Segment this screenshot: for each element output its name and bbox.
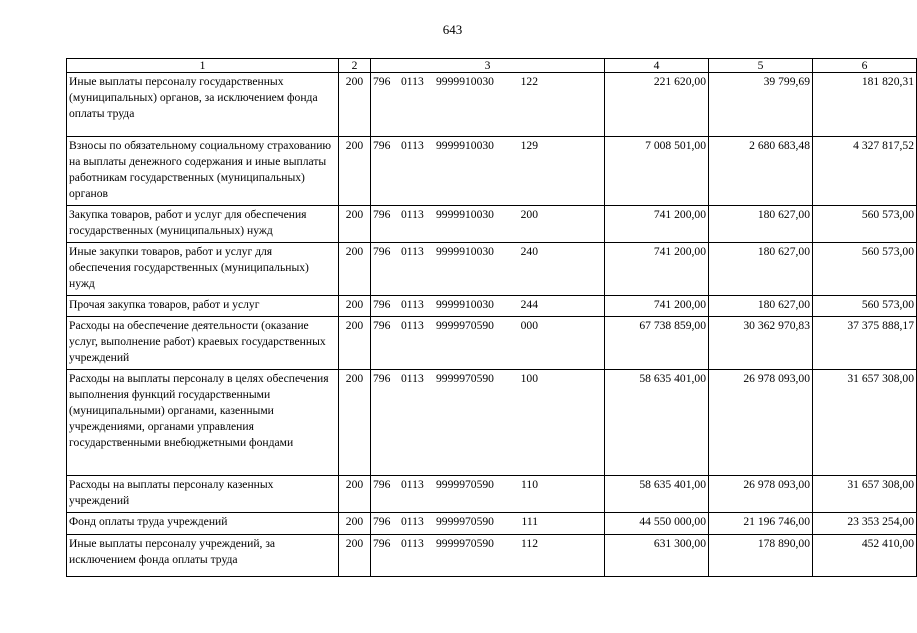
row-value-6: 37 375 888,17 bbox=[813, 317, 917, 370]
row-name: Фонд оплаты труда учреждений bbox=[67, 513, 339, 535]
row-value-5: 2 680 683,48 bbox=[709, 137, 813, 206]
table-row bbox=[67, 73, 917, 137]
table-row bbox=[67, 296, 917, 317]
row-code-vr: 796 bbox=[373, 515, 391, 528]
row-code-kvr: 111 bbox=[521, 515, 538, 528]
row-code-rz: 0113 bbox=[401, 208, 424, 221]
page-number: 643 bbox=[442, 22, 463, 37]
row-code-rz: 0113 bbox=[401, 478, 424, 491]
row-code-kvr: 129 bbox=[520, 139, 538, 152]
table-body bbox=[67, 59, 917, 577]
table-row bbox=[67, 476, 917, 513]
row-code-kvr: 240 bbox=[520, 245, 538, 258]
row-name: Расходы на выплаты персоналу казенных учреждений bbox=[67, 476, 339, 513]
row-code bbox=[371, 317, 605, 370]
row-code bbox=[371, 296, 605, 317]
row-code-rz: 0113 bbox=[401, 245, 424, 258]
row-name: Прочая закупка товаров, работ и услуг bbox=[67, 296, 339, 317]
header-col-4: 4 bbox=[605, 59, 709, 73]
row-code-rz: 0113 bbox=[401, 372, 424, 385]
header-col-3: 3 bbox=[371, 59, 605, 73]
row-value-6: 452 410,00 bbox=[813, 535, 917, 577]
row-code-cs: 9999970590 bbox=[436, 319, 494, 332]
row-col2: 200 bbox=[339, 206, 371, 243]
row-value-4: 58 635 401,00 bbox=[605, 370, 709, 476]
row-col2: 200 bbox=[339, 137, 371, 206]
row-value-5: 39 799,69 bbox=[709, 73, 813, 137]
row-code-rz: 0113 bbox=[401, 537, 424, 550]
row-code-rz: 0113 bbox=[401, 515, 424, 528]
row-code bbox=[371, 73, 605, 137]
row-code bbox=[371, 206, 605, 243]
row-code-kvr: 244 bbox=[520, 298, 538, 311]
row-name: Иные закупки товаров, работ и услуг для обеспечения государственных (муниципальных) нужд bbox=[67, 243, 339, 296]
row-code-vr: 796 bbox=[373, 372, 391, 385]
row-code-vr: 796 bbox=[373, 75, 391, 88]
row-value-4: 631 300,00 bbox=[605, 535, 709, 577]
row-code-kvr: 100 bbox=[520, 372, 538, 385]
row-value-6: 560 573,00 bbox=[813, 243, 917, 296]
row-value-5: 180 627,00 bbox=[709, 206, 813, 243]
row-name: Взносы по обязательному социальному страхованию на выплаты денежного содержания и иные выплаты работникам государственных (муниципальных) органов bbox=[67, 137, 339, 206]
row-value-5: 180 627,00 bbox=[709, 296, 813, 317]
row-value-4: 741 200,00 bbox=[605, 296, 709, 317]
row-value-6: 4 327 817,52 bbox=[813, 137, 917, 206]
row-value-5: 26 978 093,00 bbox=[709, 370, 813, 476]
row-code-cs: 9999970590 bbox=[436, 537, 494, 550]
row-col2: 200 bbox=[339, 535, 371, 577]
table-header-row bbox=[67, 59, 917, 73]
row-code-vr: 796 bbox=[373, 298, 391, 311]
row-code-vr: 796 bbox=[373, 139, 391, 152]
row-code-cs: 9999910030 bbox=[436, 208, 494, 221]
row-code-cs: 9999910030 bbox=[436, 139, 494, 152]
row-code-cs: 9999970590 bbox=[436, 372, 494, 385]
row-value-4: 741 200,00 bbox=[605, 206, 709, 243]
header-col-5: 5 bbox=[709, 59, 813, 73]
row-value-5: 178 890,00 bbox=[709, 535, 813, 577]
row-code-cs: 9999910030 bbox=[436, 245, 494, 258]
row-value-6: 23 353 254,00 bbox=[813, 513, 917, 535]
table-row bbox=[67, 317, 917, 370]
row-value-4: 221 620,00 bbox=[605, 73, 709, 137]
row-code-vr: 796 bbox=[373, 319, 391, 332]
budget-table bbox=[66, 58, 917, 577]
row-code-rz: 0113 bbox=[401, 298, 424, 311]
row-code-kvr: 112 bbox=[521, 537, 538, 550]
row-value-4: 44 550 000,00 bbox=[605, 513, 709, 535]
row-value-4: 67 738 859,00 bbox=[605, 317, 709, 370]
table-row bbox=[67, 206, 917, 243]
header-col-2: 2 bbox=[339, 59, 371, 73]
table-row bbox=[67, 370, 917, 476]
row-value-4: 7 008 501,00 bbox=[605, 137, 709, 206]
row-code bbox=[371, 535, 605, 577]
row-name: Иные выплаты персоналу учреждений, за исключением фонда оплаты труда bbox=[67, 535, 339, 577]
row-code bbox=[371, 137, 605, 206]
row-code-vr: 796 bbox=[373, 537, 391, 550]
row-code bbox=[371, 370, 605, 476]
row-value-6: 31 657 308,00 bbox=[813, 370, 917, 476]
row-value-6: 181 820,31 bbox=[813, 73, 917, 137]
row-value-6: 560 573,00 bbox=[813, 296, 917, 317]
row-code-cs: 9999970590 bbox=[436, 478, 494, 491]
table-row bbox=[67, 243, 917, 296]
row-code-cs: 9999970590 bbox=[436, 515, 494, 528]
row-value-5: 180 627,00 bbox=[709, 243, 813, 296]
header-col-6: 6 bbox=[813, 59, 917, 73]
table-row bbox=[67, 535, 917, 577]
row-name: Расходы на выплаты персоналу в целях обеспечения выполнения функций государственными (муниципальными) органами, казенными учреждениями, органами управления государственными внебюджетными фондами bbox=[67, 370, 339, 476]
row-col2: 200 bbox=[339, 296, 371, 317]
row-code-kvr: 122 bbox=[520, 75, 538, 88]
row-code-vr: 796 bbox=[373, 245, 391, 258]
row-code-vr: 796 bbox=[373, 478, 391, 491]
row-code-vr: 796 bbox=[373, 208, 391, 221]
row-col2: 200 bbox=[339, 317, 371, 370]
row-col2: 200 bbox=[339, 370, 371, 476]
row-value-4: 58 635 401,00 bbox=[605, 476, 709, 513]
row-value-4: 741 200,00 bbox=[605, 243, 709, 296]
row-code-kvr: 110 bbox=[521, 478, 538, 491]
row-col2: 200 bbox=[339, 513, 371, 535]
row-value-6: 31 657 308,00 bbox=[813, 476, 917, 513]
row-code-cs: 9999910030 bbox=[436, 298, 494, 311]
row-code-kvr: 000 bbox=[520, 319, 538, 332]
row-col2: 200 bbox=[339, 73, 371, 137]
row-name: Иные выплаты персоналу государственных (муниципальных) органов, за исключением фонда оплаты труда bbox=[67, 73, 339, 137]
row-code bbox=[371, 243, 605, 296]
row-code-rz: 0113 bbox=[401, 319, 424, 332]
row-code bbox=[371, 476, 605, 513]
row-value-5: 26 978 093,00 bbox=[709, 476, 813, 513]
table-row bbox=[67, 513, 917, 535]
row-col2: 200 bbox=[339, 243, 371, 296]
row-code-kvr: 200 bbox=[520, 208, 538, 221]
row-code-rz: 0113 bbox=[401, 75, 424, 88]
row-code bbox=[371, 513, 605, 535]
row-name: Закупка товаров, работ и услуг для обеспечения государственных (муниципальных) нужд bbox=[67, 206, 339, 243]
row-code-cs: 9999910030 bbox=[436, 75, 494, 88]
row-name: Расходы на обеспечение деятельности (оказание услуг, выполнение работ) краевых государственных учреждений bbox=[67, 317, 339, 370]
row-value-5: 21 196 746,00 bbox=[709, 513, 813, 535]
row-code-rz: 0113 bbox=[401, 139, 424, 152]
header-col-1: 1 bbox=[67, 59, 339, 73]
row-value-5: 30 362 970,83 bbox=[709, 317, 813, 370]
row-value-6: 560 573,00 bbox=[813, 206, 917, 243]
row-col2: 200 bbox=[339, 476, 371, 513]
table-row bbox=[67, 137, 917, 206]
